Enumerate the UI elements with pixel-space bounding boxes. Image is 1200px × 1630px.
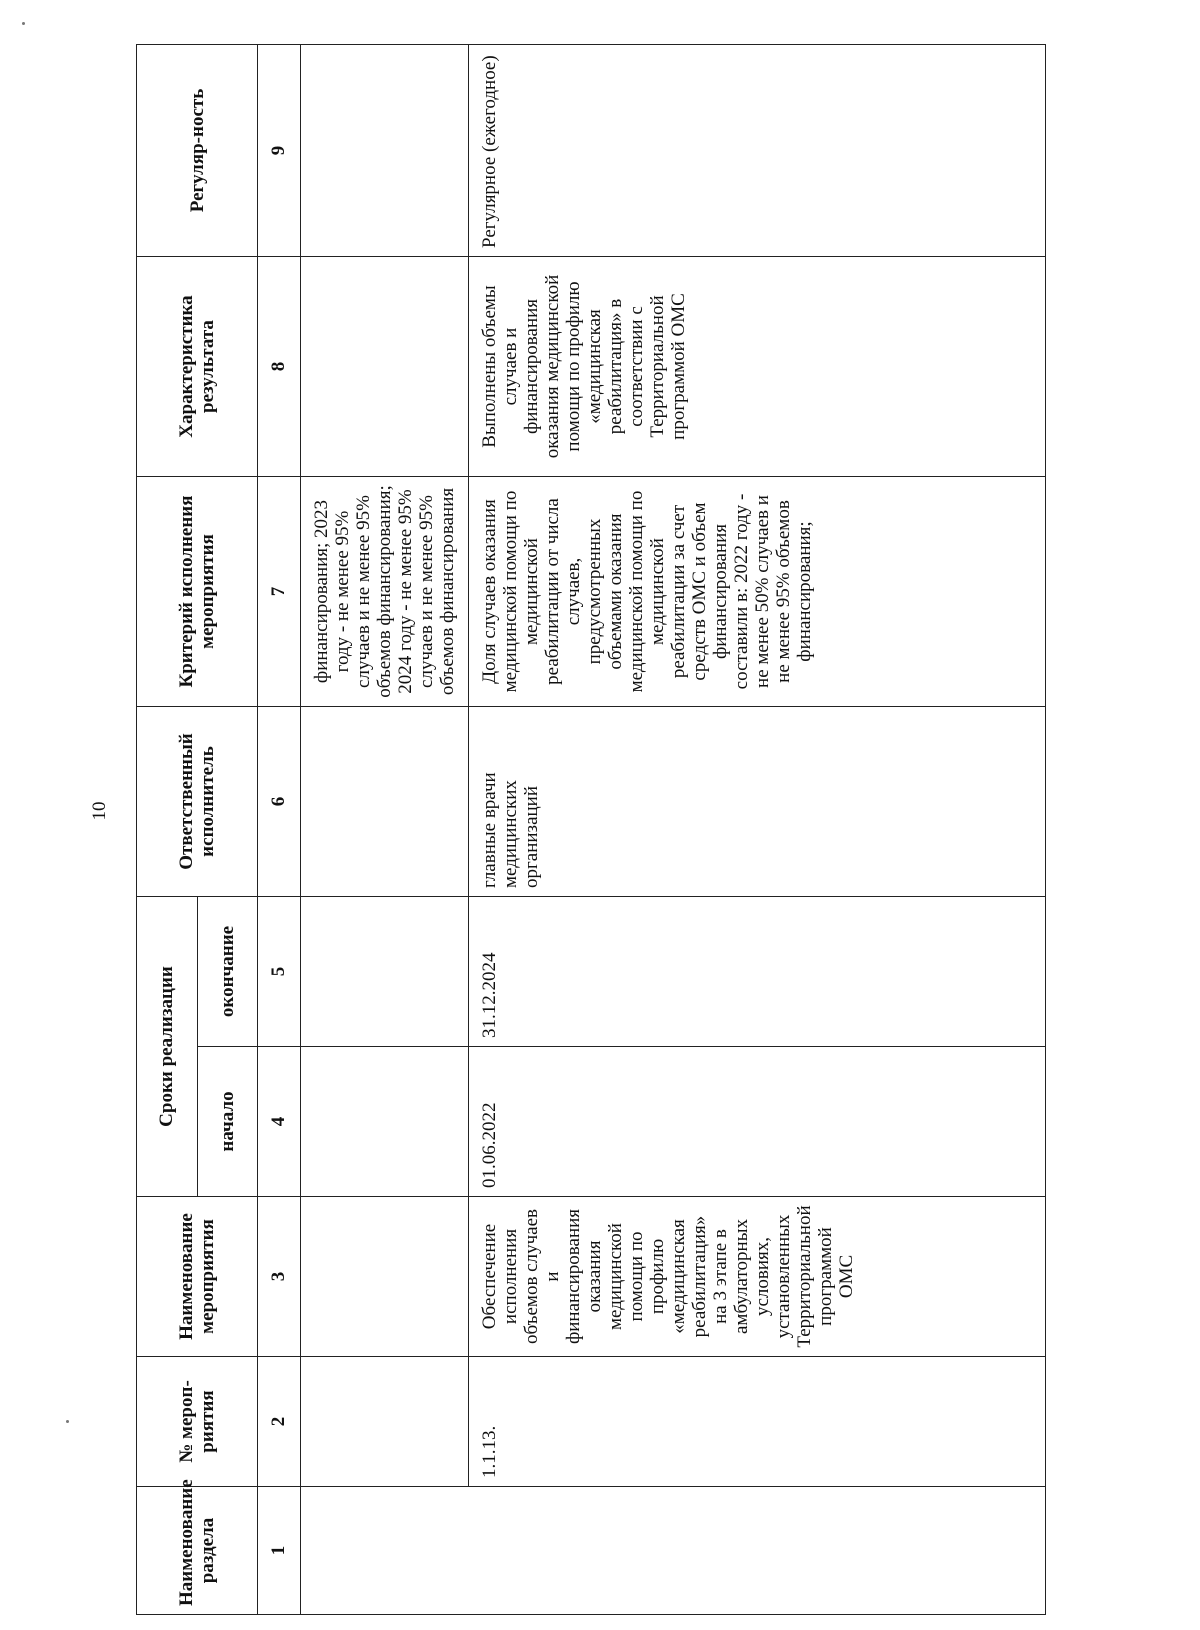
criterion: Доля случаев оказания медицинской помощи по медицинской реабилитации от числа случаев, предусмотренных объемами оказания медицинской помощи по медицинской реабилитации за счет средств ОМС и объем финансирования составили в: 2022 году - не менее 50% случаев и не менее 95% объемов финансирования; [469,477,1046,707]
measures-table [136,44,1046,1615]
scan-dot [22,22,25,25]
regularity: Регулярное (ежегодное) [469,45,1046,257]
column-number: 8 [258,257,301,477]
column-number: 3 [258,1197,301,1357]
empty-cell [301,45,469,257]
header-result: Характеристика результата [137,257,258,477]
page-number: 10 [89,801,110,821]
executor: главные врачи медицинских организаций [469,707,1046,897]
section-name-cell [301,1487,1046,1615]
empty-cell [301,1357,469,1487]
empty-cell [301,707,469,897]
column-numbers-row [258,45,301,1615]
column-number: 1 [258,1487,301,1615]
header-criterion: Критерий исполнения мероприятия [137,477,258,707]
start-date: 01.06.2022 [469,1047,1046,1197]
header-measure-name: Наименование мероприятия [137,1197,258,1357]
column-number: 9 [258,45,301,257]
criterion-continuation: финансирования; 2023 году - не менее 95% случаев и не менее 95% объемов финансирования; 2024 году - не менее 95% случаев и не менее 95% объемов финансирования [301,477,469,707]
empty-cell [301,257,469,477]
measure-number: 1.1.13. [469,1357,1046,1487]
header-end: окончание [197,897,258,1047]
header-regularity: Регуляр-ность [137,45,258,257]
empty-cell [301,1197,469,1357]
column-number: 5 [258,897,301,1047]
empty-cell [301,897,469,1047]
column-number: 7 [258,477,301,707]
header-measure-number: № мероп-риятия [137,1357,258,1487]
header-executor: Ответственный исполнитель [137,707,258,897]
empty-cell [301,1047,469,1197]
end-date: 31.12.2024 [469,897,1046,1047]
header-row [137,45,198,1615]
column-number: 4 [258,1047,301,1197]
column-number: 6 [258,707,301,897]
continuation-row [301,45,469,1615]
header-section-name: Наименование раздела [137,1487,258,1615]
header-start: начало [197,1047,258,1197]
result: Выполнены объемы случаев и финансирования оказания медицинской помощи по профилю «медицинская реабилитация» в соответствии с Территориальной программой ОМС [469,257,1046,477]
table-row [469,45,1046,1615]
rotated-sheet [136,45,1046,1615]
header-implementation-period: Сроки реализации [137,897,198,1197]
column-number: 2 [258,1357,301,1487]
scan-dot [66,1420,69,1423]
measure-name: Обеспечение исполнения объемов случаев и финансирования оказания медицинской помощи по профилю «медицинская реабилитация» на 3 этапе в амбулаторных условиях, установленных Территориальной программой ОМС [469,1197,1046,1357]
